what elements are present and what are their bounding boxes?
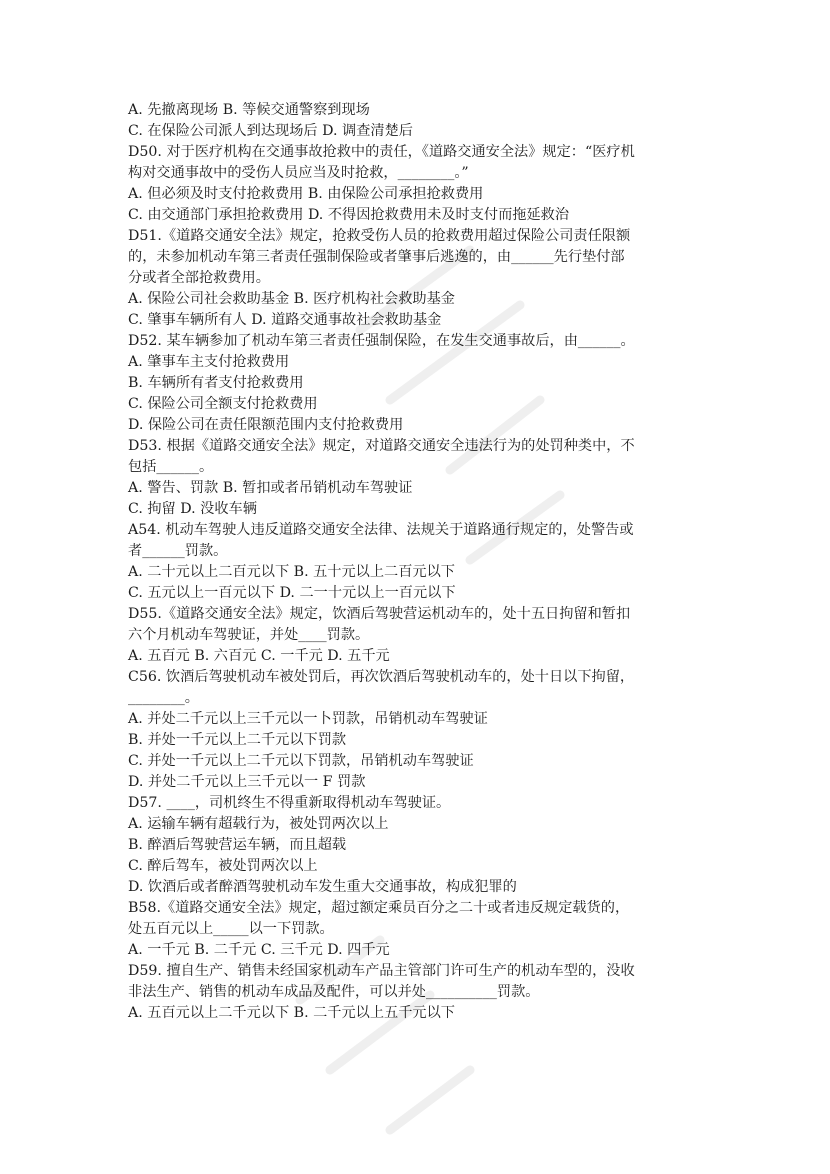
text-line: D. 饮酒后或者醉酒驾驶机动车发生重大交通事故，构成犯罪的 bbox=[128, 879, 517, 895]
text-line: C. 拘留 D. 没收车辆 bbox=[128, 501, 257, 517]
text-line: 分或者全部抢救费用。 bbox=[128, 270, 270, 286]
text-line: D55.《道路交通安全法》规定，饮酒后驾驶营运机动车的，处十五日拘留和暂扣 bbox=[128, 606, 631, 622]
text-line: 六个月机动车驾驶证，并处____罚款。 bbox=[128, 627, 370, 643]
text-line: A. 运输车辆有超载行为，被处罚两次以上 bbox=[128, 816, 389, 832]
text-line: A54. 机动车驾驶人违反道路交通安全法律、法规关于道路通行规定的，处警告或 bbox=[128, 522, 634, 538]
text-line: C. 醉后驾车，被处罚两次以上 bbox=[128, 858, 318, 874]
text-line: 处五百元以上_____以一下罚款。 bbox=[128, 921, 334, 937]
text-line: A. 但必须及时支付抢救费用 B. 由保险公司承担抢救费用 bbox=[128, 186, 484, 202]
text-line: C. 并处一千元以上二千元以下罚款，吊销机动车驾驶证 bbox=[128, 753, 474, 769]
text-line: D. 并处二千元以上三千元以一 F 罚款 bbox=[128, 774, 366, 790]
text-line: B. 醉酒后驾驶营运车辆，而且超载 bbox=[128, 837, 347, 853]
text-line: A. 肇事车主支付抢救费用 bbox=[128, 354, 290, 370]
text-line: 的，未参加机动车第三者责任强制保险或者肇事后逃逸的，由______先行垫付部 bbox=[128, 249, 625, 265]
text-line: A. 五百元 B. 六百元 C. 一千元 D. 五千元 bbox=[128, 648, 390, 664]
text-line: A. 五百元以上二千元以下 B. 二千元以上五千元以下 bbox=[128, 1005, 455, 1021]
text-line: A. 先撤离现场 B. 等候交通警察到现场 bbox=[128, 102, 370, 118]
text-line: C. 五元以上一百元以下 D. 二一十元以上一百元以下 bbox=[128, 585, 456, 601]
text-line: D51.《道路交通安全法》规定，抢救受伤人员的抢救费用超过保险公司责任限额 bbox=[128, 228, 631, 244]
text-line: D50. 对于医疗机构在交通事故抢救中的责任，《道路交通安全法》规定：“医疗机 bbox=[128, 144, 635, 160]
document-body bbox=[128, 100, 708, 1024]
text-line: C. 肇事车辆所有人 D. 道路交通事故社会救助基金 bbox=[128, 312, 442, 328]
watermark-stroke bbox=[390, 1070, 470, 1130]
text-line: A. 警告、罚款 B. 暂扣或者吊销机动车驾驶证 bbox=[128, 480, 413, 496]
text-line: B58.《道路交通安全法》规定，超过额定乘员百分之二十或者违反规定载货的， bbox=[128, 900, 630, 916]
text-line: A. 二十元以上二百元以下 B. 五十元以上二百元以下 bbox=[128, 564, 455, 580]
text-line: C. 由交通部门承担抢救费用 D. 不得因抢救费用未及时支付而拖延救治 bbox=[128, 207, 570, 223]
text-line: C56. 饮酒后驾驶机动车被处罚后，再次饮酒后驾驶机动车的，处十日以下拘留， bbox=[128, 669, 635, 685]
text-line: ________。 bbox=[128, 690, 199, 706]
text-line: D57. ____，司机终生不得重新取得机动车驾驶证。 bbox=[128, 795, 451, 811]
text-line: D52. 某车辆参加了机动车第三者责任强制保险，在发生交通事故后，由______。 bbox=[128, 333, 635, 349]
text-line: C. 保险公司全额支付抢救费用 bbox=[128, 396, 318, 412]
text-line: A. 并处二千元以上三千元以一卜罚款，吊销机动车驾驶证 bbox=[128, 711, 488, 727]
text-line: D. 保险公司在责任限额范围内支付抢救费用 bbox=[128, 417, 404, 433]
text-line: 者______罚款。 bbox=[128, 543, 228, 559]
text-line: D53. 根据《道路交通安全法》规定，对道路交通安全违法行为的处罚种类中，不 bbox=[128, 438, 635, 454]
text-line: 非法生产、销售的机动车成品及配件，可以并处__________罚款。 bbox=[128, 984, 540, 1000]
text-line: D59. 擅自生产、销售未经国家机动车产品主管部门许可生产的机动车型的，没收 bbox=[128, 963, 635, 979]
text-line: 构对交通事故中的受伤人员应当及时抢救，________。” bbox=[128, 165, 469, 181]
text-line: B. 并处一千元以上二千元以下罚款 bbox=[128, 732, 347, 748]
text-line: A. 保险公司社会救助基金 B. 医疗机构社会救助基金 bbox=[128, 291, 455, 307]
text-line: B. 车辆所有者支付抢救费用 bbox=[128, 375, 304, 391]
text-line: A. 一千元 B. 二千元 C. 三千元 D. 四千元 bbox=[128, 942, 390, 958]
text-line: C. 在保险公司派人到达现场后 D. 调查清楚后 bbox=[128, 123, 413, 139]
text-line: 包括______。 bbox=[128, 459, 214, 475]
